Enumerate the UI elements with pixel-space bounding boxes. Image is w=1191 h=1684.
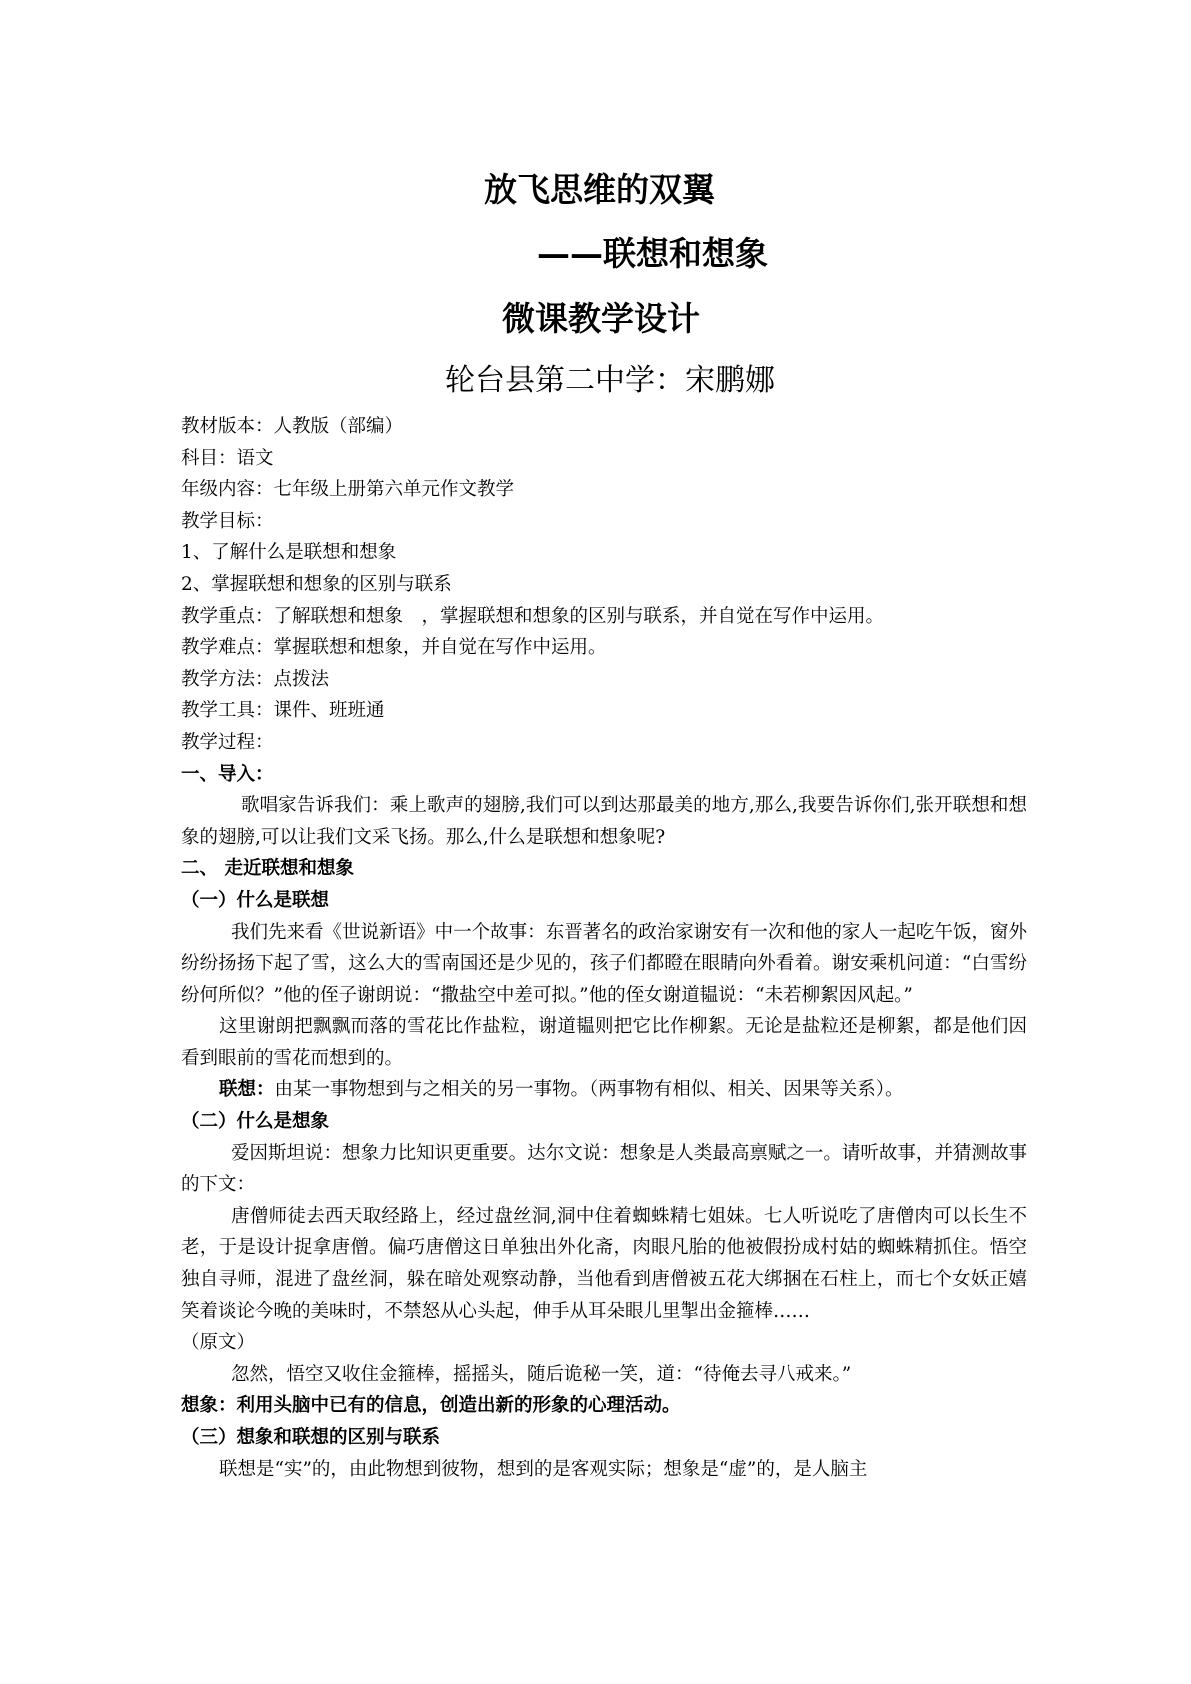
meta-process-label: 教学过程： — [181, 731, 274, 753]
subsection-heading-imagination: （二）什么是想象 — [181, 1111, 330, 1133]
quote-paragraph: 爱因斯坦说：想象力比知识更重要。达尔文说：想象是人类最高禀赋之一。请听故事，并猜测故事的下文： — [181, 1142, 1027, 1196]
intro-paragraph: 歌唱家告诉我们：乘上歌声的翅膀,我们可以到达那最美的地方,那么,我要告诉你们,张开联想和想象的翅膀,可以让我们文采飞扬。那么,什么是联想和想象呢? — [181, 795, 1027, 848]
document-body — [181, 411, 1027, 1485]
original-text-paragraph: 忽然，悟空又收住金箍棒，摇摇头，随后诡秘一笑，道：“待俺去寻八戒来。” — [231, 1363, 852, 1385]
meta-subject: 科目：语文 — [181, 447, 274, 469]
section-heading-intro: 一、导入： — [181, 763, 274, 785]
meta-goals-label: 教学目标： — [181, 510, 274, 532]
meta-difficulties: 教学难点：掌握联想和想象，并自觉在写作中运用。 — [181, 637, 607, 659]
imagination-definition: 想象：利用头脑中已有的信息，创造出新的形象的心理活动。 — [181, 1395, 681, 1417]
document-type-heading: 微课教学设计 — [502, 299, 700, 338]
subsection-heading-association: （一）什么是联想 — [181, 889, 330, 911]
meta-goal-1: 1、了解什么是联想和想象 — [181, 542, 397, 564]
difference-paragraph: 联想是“实”的，由此物想到彼物，想到的是客观实际；想象是“虚”的，是人脑主 — [219, 1458, 868, 1480]
meta-method: 教学方法：点拨法 — [181, 668, 330, 690]
story-explanation: 这里谢朗把飘飘而落的雪花比作盐粒，谢道韫则把它比作柳絮。无论是盐粒还是柳絮，都是他们因看到眼前的雪花而想到的。 — [181, 1016, 1027, 1069]
meta-tools: 教学工具：课件、班班通 — [181, 700, 385, 722]
story-paragraph-snow: 我们先来看《世说新语》中一个故事：东晋著名的政治家谢安有一次和他的家人一起吃午饭，窗外纷纷扬扬下起了雪，这么大的雪南国还是少见的，孩子们都瞪在眼睛向外看着。谢安乘机问道：“白雪纷纷何所似？”他的侄子谢朗说：“撒盐空中差可拟。”他的侄女谢道韫说：“未若柳絮因风起。” — [181, 921, 1027, 1006]
meta-edition: 教材版本：人教版（部编） — [181, 416, 404, 437]
document-title: 放飞思维的双翼 — [484, 170, 715, 209]
association-definition — [181, 1074, 1027, 1106]
meta-key-points: 教学重点：了解联想和想象 ，掌握联想和想象的区别与联系，并自觉在写作中运用。 — [181, 605, 885, 627]
meta-goal-2: 2、掌握联想和想象的区别与联系 — [181, 573, 452, 595]
association-label: 联想： — [219, 1079, 275, 1101]
association-text: 由某一事物想到与之相关的另一事物。（两事物有相似、相关、因果等关系）。 — [274, 1079, 904, 1101]
story-paragraph-journey: 唐僧师徒去西天取经路上，经过盘丝洞,洞中住着蜘蛛精七姐妹。七人听说吃了唐僧肉可以长生不老，于是设计捉拿唐僧。偏巧唐僧这日单独出外化斋，肉眼凡胎的他被假扮成村姑的蜘蛛精抓住。悟空独自寻师，混进了盘丝洞，躲在暗处观察动静，当他看到唐僧被五花大绑捆在石柱上，而七个女妖正嬉笑着谈论今晚的美味时，不禁怒从心头起，伸手从耳朵眼儿里掣出金箍棒…… — [181, 1205, 1027, 1322]
meta-grade: 年级内容：七年级上册第六单元作文教学 — [181, 479, 515, 501]
subsection-heading-difference: （三）想象和联想的区别与联系 — [181, 1427, 441, 1448]
section-heading-part2: 二、 走近联想和想象 — [181, 858, 354, 880]
original-text-label: （原文） — [181, 1332, 256, 1354]
author-line: 轮台县第二中学：宋鹏娜 — [445, 363, 775, 398]
document-subtitle: ——联想和想象 — [537, 234, 768, 273]
